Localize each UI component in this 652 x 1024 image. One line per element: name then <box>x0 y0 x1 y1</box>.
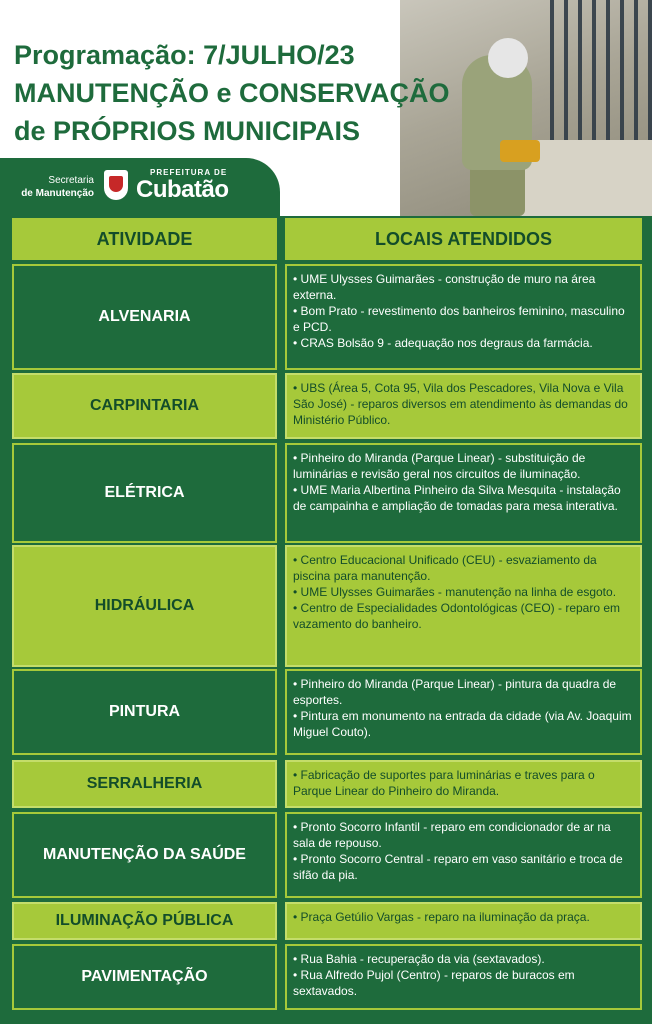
table-row <box>12 373 642 439</box>
column-header-activity: ATIVIDADE <box>12 218 277 260</box>
location-item: • UBS (Área 5, Cota 95, Vila dos Pescadores, Vila Nova e Vila São José) - reparos diversos em atendimento às demandas do Ministério Público. <box>293 381 628 427</box>
table-row <box>12 443 642 543</box>
title-line-1: Programação: 7/JULHO/23 <box>14 40 355 70</box>
worker-helmet-shape <box>488 38 528 78</box>
location-item: • Pinheiro do Miranda (Parque Linear) - pintura da quadra de esportes. <box>293 677 617 707</box>
activity-cell: ELÉTRICA <box>12 443 277 543</box>
location-item: • Rua Alfredo Pujol (Centro) - reparos de buracos em sextavados. <box>293 968 575 998</box>
location-item: • Pinheiro do Miranda (Parque Linear) - substituição de luminárias e revisão geral nos circuitos de iluminação. <box>293 451 586 481</box>
locations-cell <box>285 944 642 1010</box>
location-item: • Centro Educacional Unificado (CEU) - esvaziamento da piscina para manutenção. <box>293 553 597 583</box>
locations-cell <box>285 902 642 940</box>
activity-cell: PINTURA <box>12 669 277 755</box>
location-item: • Fabricação de suportes para luminárias e traves para o Parque Linear do Pinheiro do Miranda. <box>293 768 595 798</box>
activity-cell: ALVENARIA <box>12 264 277 370</box>
table-row <box>12 545 642 667</box>
locations-cell <box>285 545 642 667</box>
location-item: • CRAS Bolsão 9 - adequação nos degraus da farmácia. <box>293 336 593 350</box>
locations-cell <box>285 760 642 808</box>
location-item: • Praça Getúlio Vargas - reparo na iluminação da praça. <box>293 910 590 924</box>
table-row <box>12 902 642 940</box>
location-item: • Bom Prato - revestimento dos banheiros feminino, masculino e PCD. <box>293 304 625 334</box>
location-item: • Pintura em monumento na entrada da cidade (via Av. Joaquim Miguel Couto). <box>293 709 632 739</box>
secretaria-line-2: de Manutenção <box>21 188 94 199</box>
location-item: • Centro de Especialidades Odontológicas (CEO) - reparo em vazamento do banheiro. <box>293 601 621 631</box>
locations-cell <box>285 669 642 755</box>
locations-cell <box>285 812 642 898</box>
activity-cell: PAVIMENTAÇÃO <box>12 944 277 1010</box>
fence-shape <box>550 0 652 150</box>
drill-shape <box>500 140 540 162</box>
header <box>0 0 652 216</box>
column-header-locations: LOCAIS ATENDIDOS <box>285 218 642 260</box>
location-item: • Pronto Socorro Infantil - reparo em condicionador de ar na sala de repouso. <box>293 820 611 850</box>
table-row <box>12 944 642 1010</box>
page-title <box>14 36 474 150</box>
title-line-2: MANUTENÇÃO e CONSERVAÇÃO <box>14 78 450 108</box>
table-row <box>12 264 642 370</box>
title-line-3: de PRÓPRIOS MUNICIPAIS <box>14 116 361 146</box>
city-name-logo: Cubatão <box>136 176 229 203</box>
activity-cell: HIDRÁULICA <box>12 545 277 667</box>
locations-cell <box>285 264 642 370</box>
locations-cell <box>285 443 642 543</box>
activity-cell: SERRALHERIA <box>12 760 277 808</box>
secretaria-line-1: Secretaria <box>48 175 94 186</box>
location-item: • UME Ulysses Guimarães - manutenção na linha de esgoto. <box>293 585 617 599</box>
activity-cell: CARPINTARIA <box>12 373 277 439</box>
city-crest-icon <box>104 170 128 200</box>
activity-cell: MANUTENÇÃO DA SAÚDE <box>12 812 277 898</box>
locations-cell <box>285 373 642 439</box>
branding-bar <box>0 158 280 216</box>
location-item: • UME Maria Albertina Pinheiro da Silva Mesquita - instalação de campainha e ampliação de tomadas para mesa interativa. <box>293 483 621 513</box>
secretaria-label <box>16 174 94 200</box>
table-row <box>12 812 642 898</box>
table-row <box>12 669 642 755</box>
prefeitura-label: PREFEITURA DE <box>150 168 228 177</box>
location-item: • Rua Bahia - recuperação da via (sextavados). <box>293 952 545 966</box>
activity-cell: ILUMINAÇÃO PÚBLICA <box>12 902 277 940</box>
table-row <box>12 760 642 808</box>
location-item: • UME Ulysses Guimarães - construção de muro na área externa. <box>293 272 596 302</box>
location-item: • Pronto Socorro Central - reparo em vaso sanitário e troca de sifão da pia. <box>293 852 623 882</box>
